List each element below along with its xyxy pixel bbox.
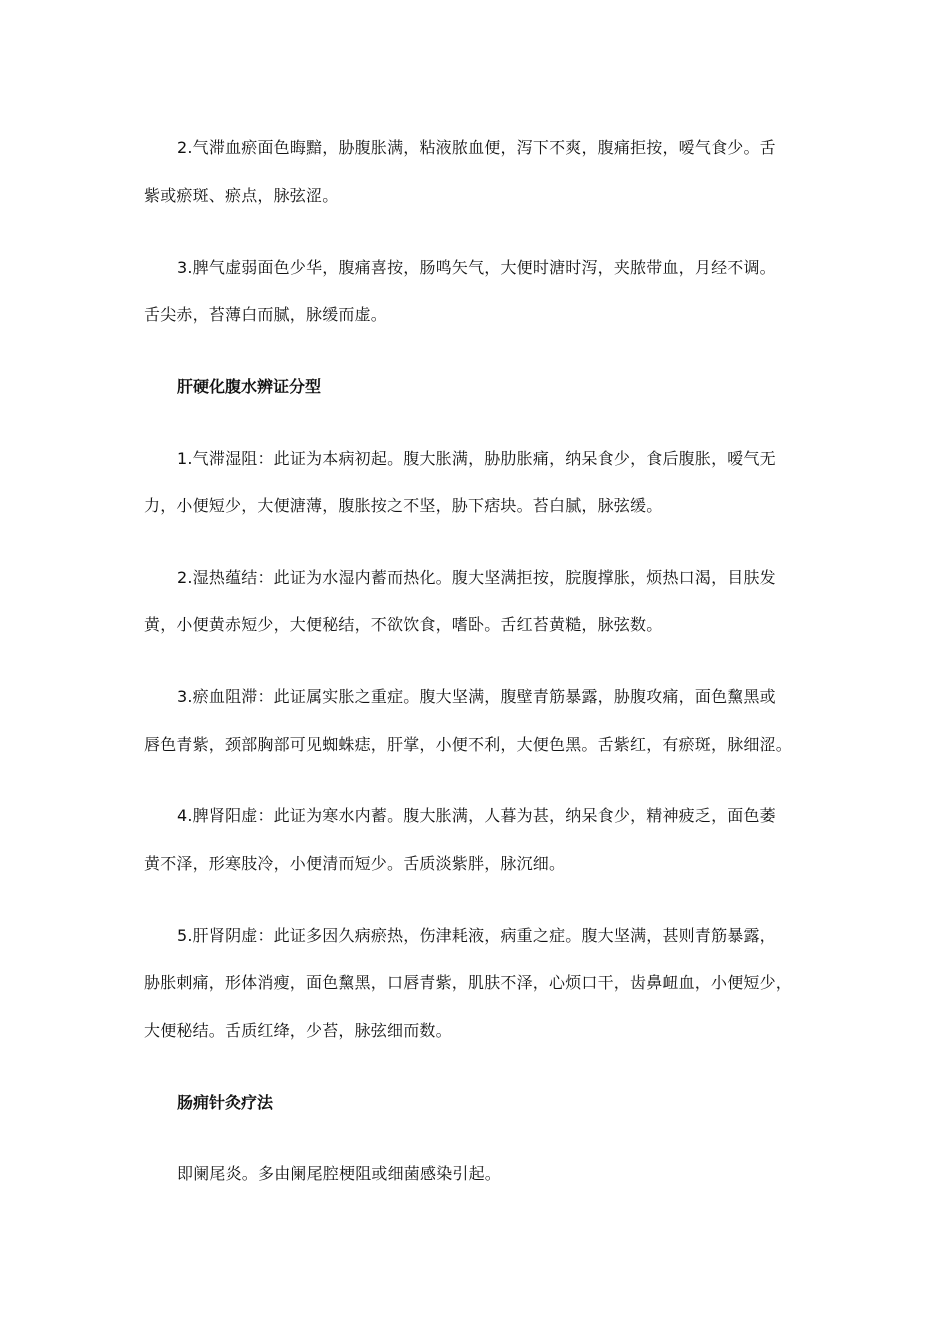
paragraph-line: 4.脾肾阳虚：此证为寒水内蓄。腹大胀满，人暮为甚，纳呆食少，精神疲乏，面色萎 bbox=[177, 806, 776, 825]
paragraph-line: 1.气滞湿阻：此证为本病初起。腹大胀满，胁肋胀痛，纳呆食少，食后腹胀，嗳气无 bbox=[177, 449, 776, 468]
paragraph-line: 2.气滞血瘀面色晦黯，胁腹胀满，粘液脓血便，泻下不爽，腹痛拒按，嗳气食少。舌 bbox=[177, 138, 776, 157]
paragraph-line: 5.肝肾阴虚：此证多因久病瘀热，伤津耗液，病重之症。腹大坚满，甚则青筋暴露， bbox=[177, 926, 776, 945]
paragraph-line: 黄不泽，形寒肢冷，小便清而短少。舌质淡紫胖，脉沉细。 bbox=[144, 854, 566, 873]
section-heading: 肝硬化腹水辨证分型 bbox=[177, 377, 322, 396]
paragraph-line: 即阑尾炎。多由阑尾腔梗阻或细菌感染引起。 bbox=[177, 1164, 502, 1183]
section-heading: 肠痈针灸疗法 bbox=[177, 1093, 274, 1112]
paragraph-line: 3.脾气虚弱面色少华，腹痛喜按，肠鸣矢气，大便时溏时泻，夹脓带血，月经不调。 bbox=[177, 258, 776, 277]
paragraph-line: 2.湿热蕴结：此证为水湿内蓄而热化。腹大坚满拒按，脘腹撑胀，烦热口渴，目肤发 bbox=[177, 568, 776, 587]
paragraph-line: 黄，小便黄赤短少，大便秘结，不欲饮食，嗜卧。舌红苔黄糙，脉弦数。 bbox=[144, 615, 663, 634]
paragraph-line: 紫或瘀斑、瘀点，脉弦涩。 bbox=[144, 186, 339, 205]
paragraph-line: 力，小便短少，大便溏薄，腹胀按之不坚，胁下痞块。苔白腻，脉弦缓。 bbox=[144, 496, 663, 515]
paragraph-line: 唇色青紫，颈部胸部可见蜘蛛痣，肝掌，小便不利，大便色黑。舌紫红，有瘀斑，脉细涩。 bbox=[144, 735, 793, 754]
paragraph-line: 大便秘结。舌质红绛，少苔，脉弦细而数。 bbox=[144, 1021, 452, 1040]
paragraph-line: 3.瘀血阻滞：此证属实胀之重症。腹大坚满，腹壁青筋暴露，胁腹攻痛，面色黧黑或 bbox=[177, 687, 776, 706]
paragraph-line: 舌尖赤，苔薄白而腻，脉缓而虚。 bbox=[144, 305, 388, 324]
paragraph-line: 胁胀刺痛，形体消瘦，面色黧黑，口唇青紫，肌肤不泽，心烦口干，齿鼻衄血，小便短少， bbox=[144, 973, 793, 992]
